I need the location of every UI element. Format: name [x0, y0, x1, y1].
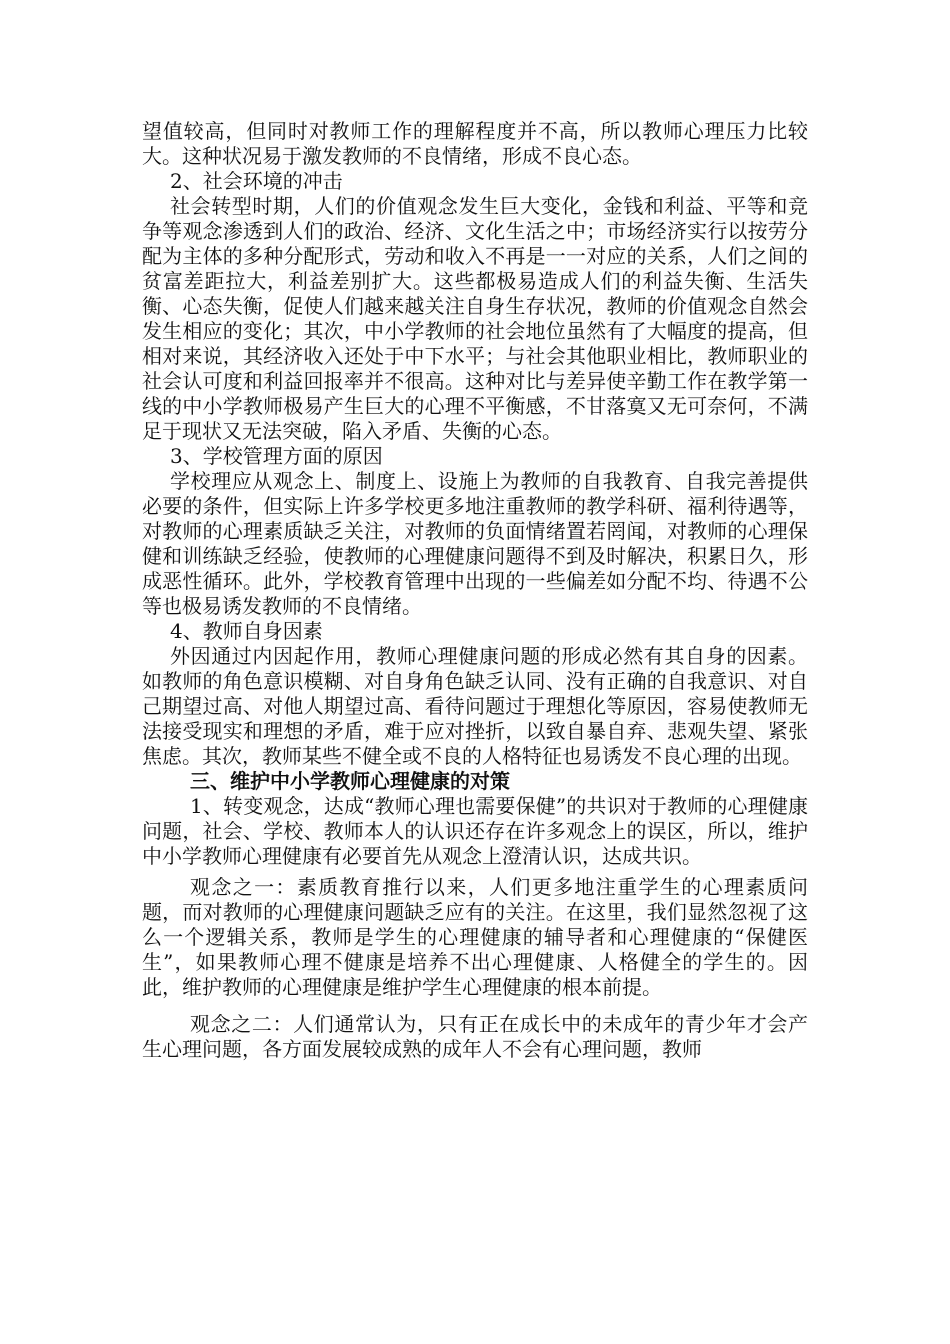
paragraph-concept-two: 观念之二：人们通常认为，只有正在成长中的未成年的青少年才会产生心理问题，各方面发展较成熟的成年人不会有心理问题，教师 [142, 1012, 808, 1061]
document-body [142, 119, 808, 1062]
paragraph-continuation: 望值较高，但同时对教师工作的理解程度并不高，所以教师心理压力比较大。这种状况易于激发教师的不良情绪，形成不良心态。 [142, 119, 808, 168]
chapter-heading-countermeasures: 三、维护中小学教师心理健康的对策 [190, 769, 510, 793]
section-heading-social-environment: 2、社会环境的冲击 [170, 169, 343, 193]
section-heading-teacher-factors: 4、教师自身因素 [170, 619, 323, 643]
paragraph-school-management: 学校理应从观念上、制度上、设施上为教师的自我教育、自我完善提供必要的条件，但实际上许多学校更多地注重教师的教学科研、福利待遇等，对教师的心理素质缺乏关注，对教师的负面情绪置若罔闻，对教师的心理保健和训练缺乏经验，使教师的心理健康问题得不到及时解决，积累日久，形成恶性循环。此外，学校教育管理中出现的一些偏差如分配不均、待遇不公等也极易诱发教师的不良情绪。 [142, 469, 808, 618]
paragraph-concept-one: 观念之一：素质教育推行以来，人们更多地注重学生的心理素质问题，而对教师的心理健康问题缺乏应有的关注。在这里，我们显然忽视了这么一个逻辑关系，教师是学生的心理健康的辅导者和心理健康的“保健医生”，如果教师心理不健康是培养不出心理健康、人格健全的学生的。因此，维护教师的心理健康是维护学生心理健康的根本前提。 [142, 875, 808, 999]
paragraph-teacher-factors: 外因通过内因起作用，教师心理健康问题的形成必然有其自身的因素。如教师的角色意识模糊、对自身角色缺乏认同、没有正确的自我意识、对自己期望过高、对他人期望过高、看待问题过于理想化等原因，容易使教师无法接受现实和理想的矛盾，难于应对挫折，以致自暴自弃、悲观失望、紧张焦虑。其次，教师某些不健全或不良的人格特征也易诱发不良心理的出现。 [142, 644, 808, 768]
paragraph-social-environment: 社会转型时期，人们的价值观念发生巨大变化，金钱和利益、平等和竞争等观念渗透到人们的政治、经济、文化生活之中；市场经济实行以按劳分配为主体的多种分配形式，劳动和收入不再是一一对应的关系，人们之间的贫富差距拉大，利益差别扩大。这些都极易造成人们的利益失衡、生活失衡、心态失衡，促使人们越来越关注自身生存状况，教师的价值观念自然会发生相应的变化；其次，中小学教师的社会地位虽然有了大幅度的提高，但相对来说，其经济收入还处于中下水平；与社会其他职业相比，教师职业的社会认可度和利益回报率并不很高。这种对比与差异使辛勤工作在教学第一线的中小学教师极易产生巨大的心理不平衡感，不甘落寞又无可奈何，不满足于现状又无法突破，陷入矛盾、失衡的心态。 [142, 194, 808, 443]
paragraph-change-concepts: 1、转变观念，达成“教师心理也需要保健”的共识对于教师的心理健康问题，社会、学校、教师本人的认识还存在许多观念上的误区，所以，维护中小学教师心理健康有必要首先从观念上澄清认识，达成共识。 [142, 794, 808, 868]
section-heading-school-management: 3、学校管理方面的原因 [170, 444, 383, 468]
